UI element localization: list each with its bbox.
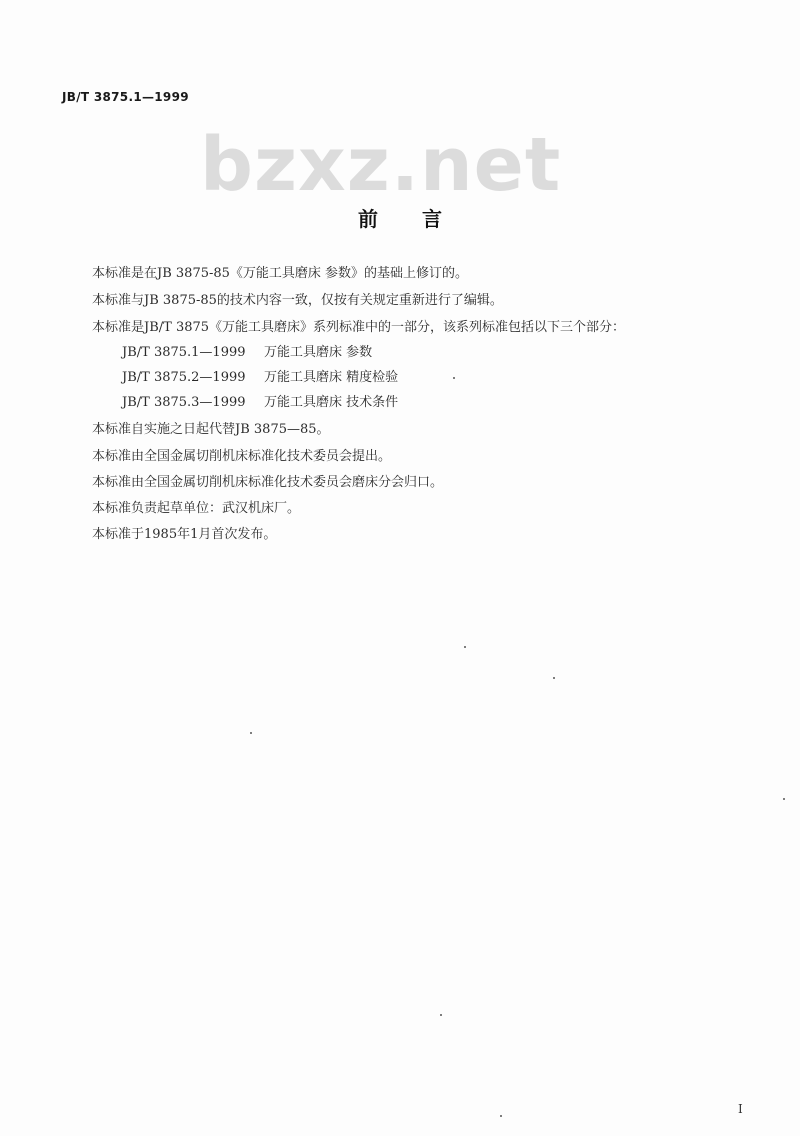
paragraph: 本标准由全国金属切削机床标准化技术委员会磨床分会归口。 (92, 475, 444, 490)
scan-speck (440, 1014, 442, 1016)
series-part-item (122, 366, 398, 385)
paragraph: 本标准由全国金属切削机床标准化技术委员会提出。 (92, 449, 392, 464)
scan-speck (453, 377, 455, 379)
series-part-code: JB/T 3875.2—1999 (122, 370, 246, 385)
paragraph: 本标准是在JB 3875-85《万能工具磨床 参数》的基础上修订的。 (92, 266, 469, 281)
series-part-item (122, 341, 372, 360)
series-part-code: JB/T 3875.3—1999 (122, 395, 246, 410)
scan-speck (500, 1115, 502, 1117)
series-part-name: 万能工具磨床 精度检验 (264, 370, 399, 385)
paragraph: 本标准是JB/T 3875《万能工具磨床》系列标准中的一部分，该系列标准包括以下三个部分： (92, 320, 626, 335)
series-part-name: 万能工具磨床 参数 (264, 345, 373, 360)
series-part-code: JB/T 3875.1—1999 (122, 345, 246, 360)
series-part-name: 万能工具磨床 技术条件 (264, 395, 399, 410)
series-part-item (122, 391, 398, 410)
scan-speck (464, 646, 466, 648)
watermark: bzxz.net (200, 122, 562, 208)
page-title: 前言 (358, 207, 486, 231)
paragraph: 本标准自实施之日起代替JB 3875—85。 (92, 422, 330, 437)
scan-speck (553, 677, 555, 679)
scan-speck (250, 732, 252, 734)
page-number: I (738, 1102, 743, 1116)
scan-speck (783, 798, 785, 800)
paragraph: 本标准与JB 3875-85的技术内容一致，仅按有关规定重新进行了编辑。 (92, 293, 503, 308)
paragraph: 本标准负责起草单位：武汉机床厂。 (92, 501, 301, 516)
paragraph: 本标准于1985年1月首次发布。 (92, 527, 277, 542)
standard-code: JB/T 3875.1—1999 (62, 90, 189, 104)
